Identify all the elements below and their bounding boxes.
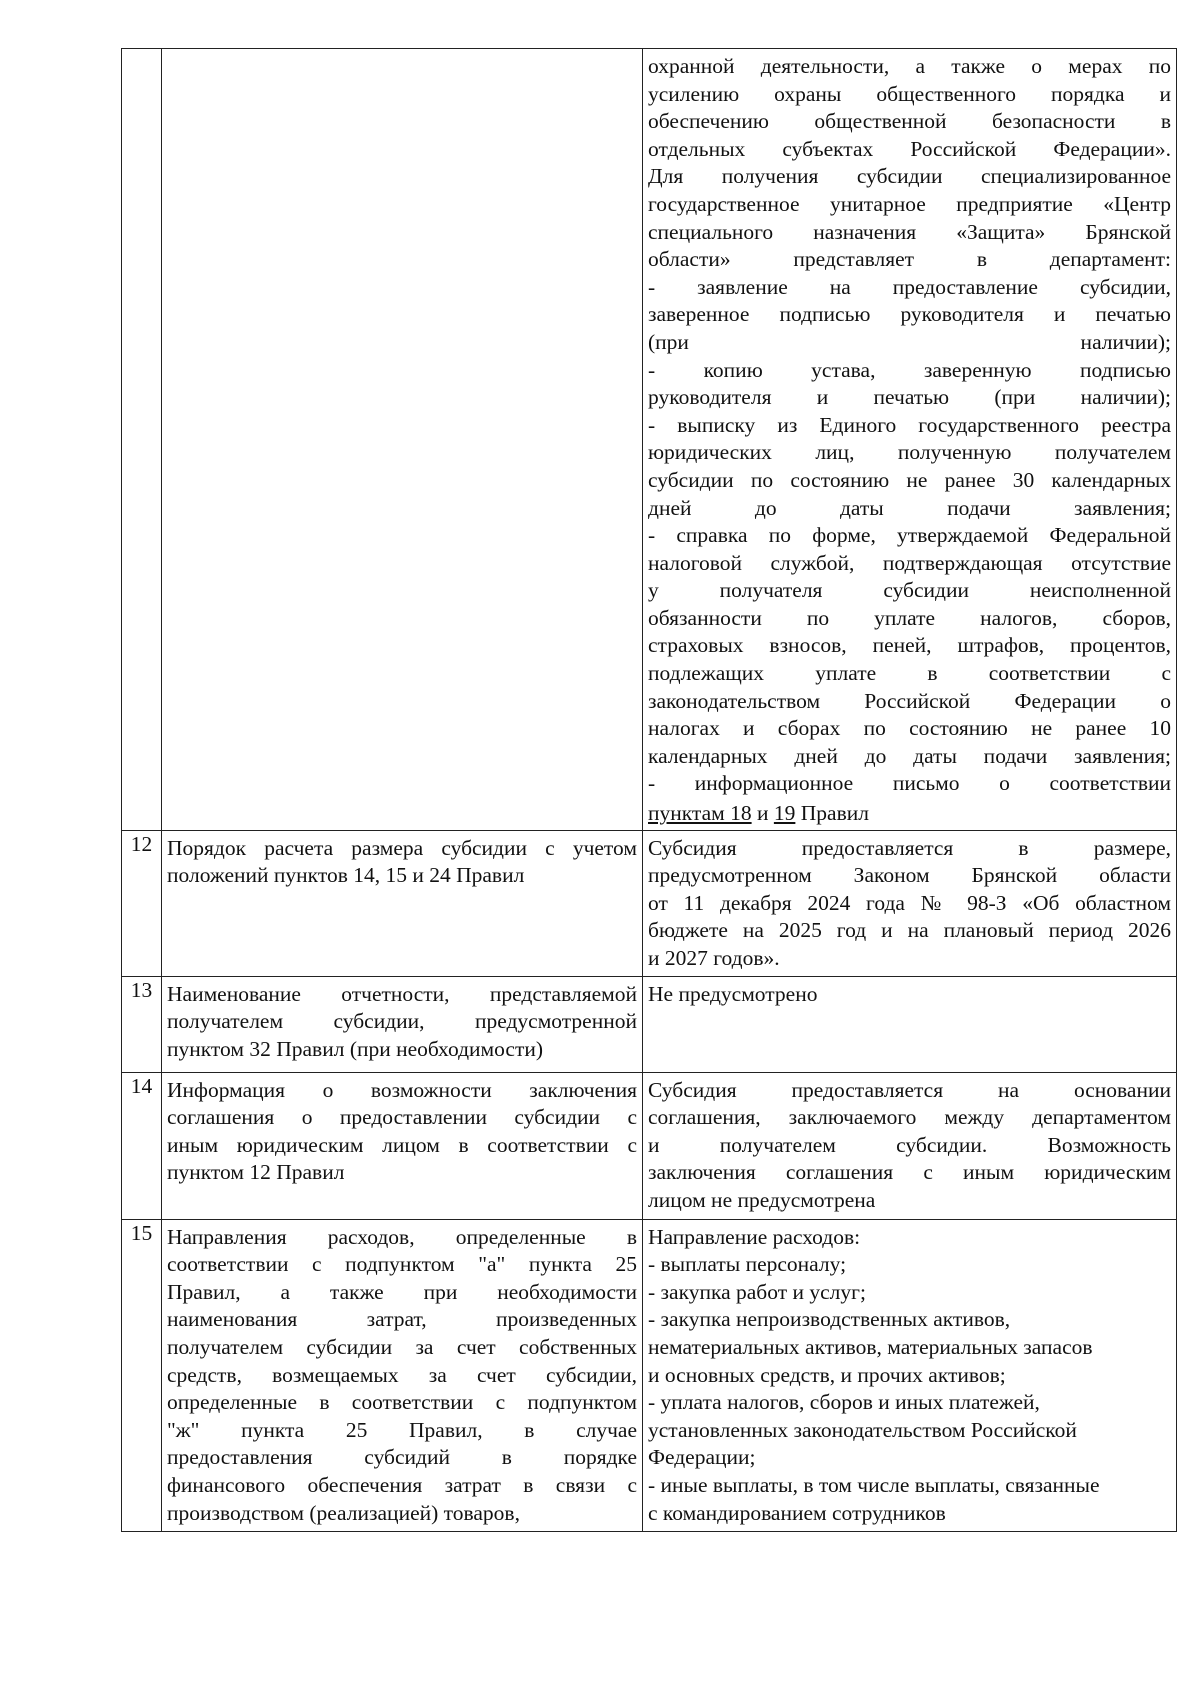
subsidy-parameters-table (121, 48, 1177, 1532)
table-row-15 (122, 1219, 1177, 1531)
text-line: - копию устава, заверенную подписью (648, 357, 1171, 382)
text-line: обязанности по уплате налогов, сборов, (648, 605, 1171, 630)
text-line: пунктом 12 Правил (167, 1160, 345, 1185)
rules-word: Правил (795, 801, 869, 826)
text-line: производством (реализацией) товаров, (167, 1500, 520, 1525)
text-line: календарных дней до даты подачи заявления; (648, 743, 1171, 768)
row-name-cell (162, 49, 643, 831)
text-line: охранной деятельности, а также о мерах по (648, 54, 1171, 78)
text-line: Субсидия предоставляется на основании (648, 1077, 1171, 1102)
text-line: дней до даты подачи заявления; (648, 495, 1171, 520)
text-line: средств, возмещаемых за счет субсидии, (167, 1362, 637, 1387)
text-line: юридических лиц, полученную получателем (648, 440, 1171, 465)
text-line: области» представляет в департамент: (648, 247, 1171, 272)
text-line: Направление расходов: (648, 1224, 861, 1249)
text-line: государственное унитарное предприятие «Центр (648, 191, 1171, 216)
table-row-continuation (122, 49, 1177, 831)
rules-points-link[interactable]: пунктам 18 (648, 801, 752, 826)
text-line: страховых взносов, пеней, штрафов, процентов, (648, 633, 1171, 658)
text-line: пунктом 32 Правил (при необходимости) (167, 1036, 544, 1061)
text-line: и 2027 годов». (648, 946, 780, 970)
row-value-text (643, 977, 1176, 1011)
row-name-cell (162, 976, 643, 1072)
text-line: усилению охраны общественного порядка и (648, 81, 1171, 106)
text-line: Федерации; (648, 1445, 756, 1470)
text-line: Наименование отчетности, представляемой (167, 981, 637, 1006)
text-line: наименования затрат, произведенных (167, 1307, 637, 1332)
text-line: Порядок расчета размера субсидии с учетом (167, 835, 637, 860)
text-line: субсидии по состоянию не ранее 30 календарных (648, 467, 1171, 492)
text-line: - иные выплаты, в том числе выплаты, связанные (648, 1472, 1100, 1497)
text-line: лицом не предусмотрена (648, 1188, 876, 1212)
text-line: - уплата налогов, сборов и иных платежей, (648, 1390, 1040, 1415)
text-line: - информационное письмо о соответствии (648, 771, 1171, 796)
text-line: (при наличии); (648, 329, 1171, 354)
continuation-last-line (643, 800, 1176, 830)
text-line: установленных законодательством Российской (648, 1417, 1077, 1442)
row-name-text (162, 1220, 642, 1530)
text-line: Правил, а также при необходимости (167, 1279, 637, 1304)
text-line: нематериальных активов, материальных запасов (648, 1335, 1093, 1359)
text-line: - выплаты персоналу; (648, 1252, 847, 1277)
row-number: 15 (122, 1219, 162, 1531)
text-line: руководителя и печатью (при наличии); (648, 385, 1171, 410)
text-line: - заявление на предоставление субсидии, (648, 274, 1171, 299)
text-line: налоговой службой, подтверждающая отсутствие (648, 550, 1171, 575)
table-row-14 (122, 1072, 1177, 1219)
text-line: подлежащих уплате в соответствии с (648, 661, 1171, 686)
text-line: бюджете на 2025 год и на плановый период 2026 (648, 918, 1171, 943)
text-line: предусмотренном Законом Брянской области (648, 863, 1171, 888)
table-row-13 (122, 976, 1177, 1072)
text-line: от 11 декабря 2024 года № 98-З «Об областном (648, 890, 1171, 915)
row-name-text (162, 1073, 642, 1189)
row-number: 12 (122, 830, 162, 976)
text-line: предоставления субсидий в порядке (167, 1445, 637, 1470)
row-value-cell (643, 1219, 1177, 1531)
text-line: положений пунктов 14, 15 и 24 Правил (167, 863, 525, 888)
text-line: получателем субсидии, предусмотренной (167, 1009, 637, 1034)
text-line: заключения соглашения с иным юридическим (648, 1160, 1171, 1185)
text-line: финансового обеспечения затрат в связи с (167, 1472, 637, 1497)
rule-point-19-link[interactable]: 19 (773, 801, 796, 826)
text-line: обеспечению общественной безопасности в (648, 109, 1171, 134)
text-line: заверенное подписью руководителя и печатью (648, 302, 1171, 327)
text-line: "ж" пункта 25 Правил, в случае (167, 1417, 637, 1442)
text-line: с командированием сотрудников (648, 1500, 946, 1525)
continuation-text (643, 49, 1176, 800)
text-line: определенные в соответствии с подпунктом (167, 1390, 637, 1415)
text-line: - выписку из Единого государственного реестра (648, 412, 1171, 437)
text-line: Информация о возможности заключения (167, 1077, 637, 1102)
text-line: у получателя субсидии неисполненной (648, 578, 1171, 603)
row-number: 14 (122, 1072, 162, 1219)
text-line: получателем субсидии за счет собственных (167, 1335, 637, 1359)
text-line: и получателем субсидии. Возможность (648, 1132, 1171, 1157)
table-row-12 (122, 830, 1177, 976)
text-line: - закупка непроизводственных активов, (648, 1307, 1011, 1332)
text-line: - закупка работ и услуг; (648, 1279, 866, 1304)
row-value-text (643, 1073, 1176, 1217)
text-line: Субсидия предоставляется в размере, (648, 835, 1171, 860)
row-value-text (643, 1220, 1176, 1530)
row-name-cell (162, 830, 643, 976)
row-number: 13 (122, 976, 162, 1072)
conjunction-text: и (751, 801, 774, 826)
text-line: и основных средств, и прочих активов; (648, 1362, 1006, 1387)
text-line: соглашения, заключаемого между департаментом (648, 1105, 1171, 1130)
text-line: законодательством Российской Федерации о (648, 688, 1171, 713)
row-number-cell (122, 49, 162, 831)
text-line: соответствии с подпунктом "а" пункта 25 (167, 1252, 637, 1277)
row-value-text (643, 831, 1176, 975)
text-line: налогах и сборах по состоянию не ранее 10 (648, 716, 1171, 741)
text-line: Направления расходов, определенные в (167, 1224, 637, 1249)
text-line: Для получения субсидии специализированное (648, 164, 1171, 189)
text-line: Не предусмотрено (648, 981, 818, 1006)
row-name-cell (162, 1219, 643, 1531)
text-line: специального назначения «Защита» Брянской (648, 219, 1171, 244)
text-line: соглашения о предоставлении субсидии с (167, 1105, 637, 1130)
row-name-cell (162, 1072, 643, 1219)
row-value-cell (643, 830, 1177, 976)
row-value-cell (643, 1072, 1177, 1219)
text-line: - справка по форме, утверждаемой Федеральной (648, 523, 1171, 548)
text-line: отдельных субъектах Российской Федерации». (648, 136, 1171, 161)
row-name-text (162, 977, 642, 1066)
row-name-text (162, 831, 642, 892)
row-value-cell (643, 49, 1177, 831)
row-value-cell (643, 976, 1177, 1072)
text-line: иным юридическим лицом в соответствии с (167, 1132, 637, 1157)
